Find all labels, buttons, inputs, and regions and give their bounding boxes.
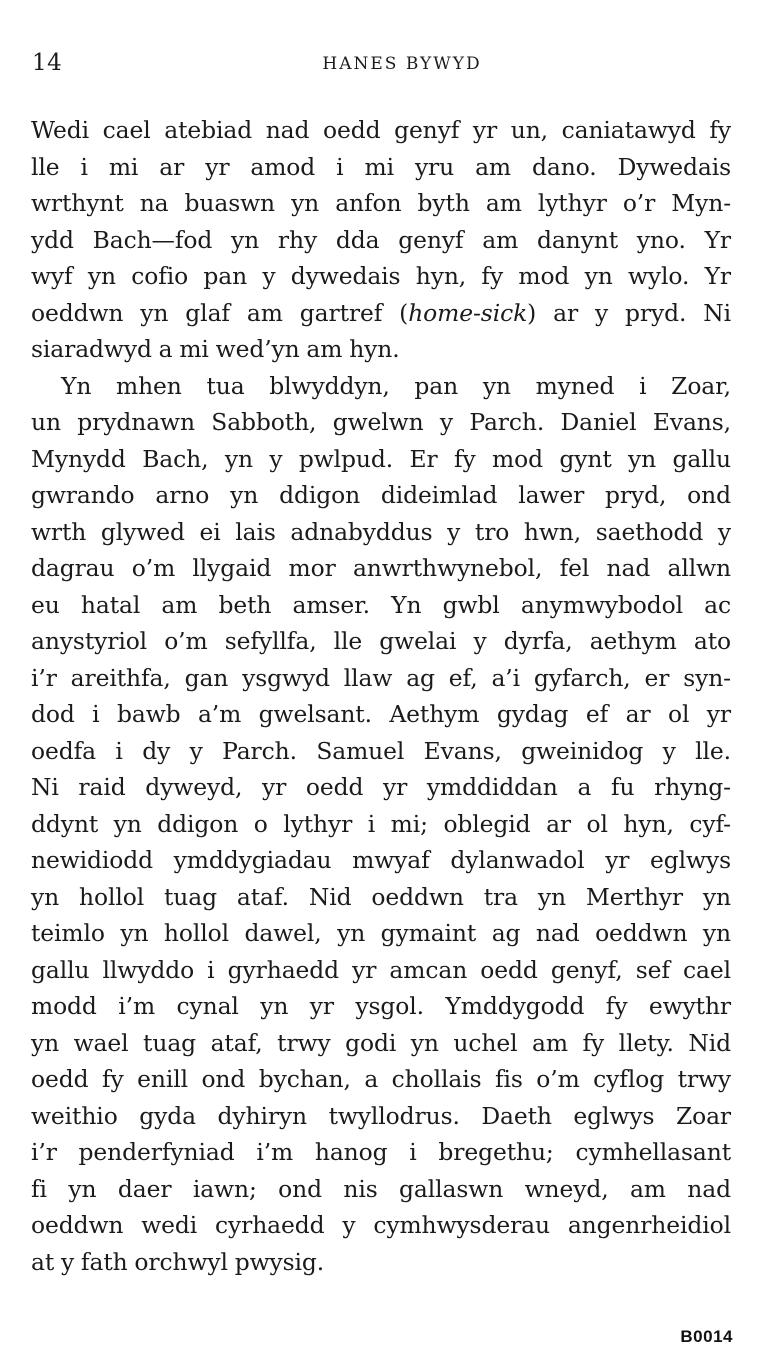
- body-text: [31, 112, 731, 1280]
- text-line: gallu llwyddo i gyrhaedd yr amcan oedd genyf, sef cael: [31, 955, 731, 984]
- text-line: yn hollol tuag ataf. Nid oeddwn tra yn Merthyr yn: [31, 882, 731, 911]
- text-line: lle i mi ar yr amod i mi yru am dano. Dywedais: [31, 152, 731, 181]
- text-segment: ) ar y pryd. Ni: [527, 298, 731, 327]
- text-line: oeddwn wedi cyrhaedd y cymhwysderau angenrheidiol: [31, 1211, 731, 1239]
- text-line: Wedi cael atebiad nad oedd genyf yr un, caniatawyd fy: [31, 116, 731, 144]
- text-segment: oeddwn yn glaf am gartref (: [31, 298, 409, 327]
- text-line: dod i bawb a’m gwelsant. Aethym gydag ef ar ol yr: [31, 700, 731, 728]
- text-line: teimlo yn hollol dawel, yn gymaint ag nad oeddwn yn: [31, 919, 731, 947]
- text-line: anystyriol o’m sefyllfa, lle gwelai y dyrfa, aethym ato: [31, 627, 731, 655]
- text-line: fi yn daer iawn; ond nis gallaswn wneyd, am nad: [31, 1174, 731, 1203]
- text-line: dagrau o’m llygaid mor anwrthwynebol, fel nad allwn: [31, 554, 731, 582]
- text-line: at y fath orchwyl pwysig.: [31, 1247, 325, 1276]
- italic-term: home-sick: [408, 298, 528, 327]
- text-line: wyf yn cofio pan y dywedais hyn, fy mod yn wylo. Yr: [31, 262, 731, 290]
- text-line: modd i’m cynal yn yr ysgol. Ymddygodd fy ewythr: [31, 992, 731, 1020]
- text-line: wrthynt na buaswn yn anfon byth am lythyr o’r Myn-: [31, 189, 731, 217]
- page-number: 14: [32, 50, 63, 76]
- text-line: i’r penderfyniad i’m hanog i bregethu; cymhellasant: [31, 1138, 731, 1166]
- text-line: Mynydd Bach, yn y pwlpud. Er fy mod gynt yn gallu: [31, 444, 731, 473]
- running-title: HANES BYWYD: [322, 54, 482, 74]
- text-line: oedd fy enill ond bychan, a chollais fis o’m cyflog trwy: [31, 1065, 731, 1093]
- text-line: gwrando arno yn ddigon dideimlad lawer pryd, ond: [31, 481, 731, 509]
- text-line: newidiodd ymddygiadau mwyaf dylanwadol yr eglwys: [31, 846, 731, 874]
- text-line: Ni raid dyweyd, yr oedd yr ymddiddan a fu rhyng-: [31, 773, 731, 801]
- text-line: un prydnawn Sabboth, gwelwn y Parch. Daniel Evans,: [31, 408, 731, 436]
- text-line: [31, 295, 731, 332]
- text-line: eu hatal am beth amser. Yn gwbl anymwybodol ac: [31, 590, 731, 619]
- text-line: ydd Bach—fod yn rhy dda genyf am danynt yno. Yr: [31, 225, 731, 254]
- reference-code: B0014: [680, 1327, 733, 1346]
- text-line: siaradwyd a mi wed’yn am hyn.: [31, 335, 400, 363]
- text-line: Yn mhen tua blwyddyn, pan yn myned i Zoar,: [61, 371, 731, 400]
- text-line: weithio gyda dyhiryn twyllodrus. Daeth eglwys Zoar: [31, 1101, 731, 1130]
- page-header: [32, 50, 732, 80]
- text-line: yn wael tuag ataf, trwy godi yn uchel am fy llety. Nid: [31, 1028, 731, 1057]
- text-line: i’r areithfa, gan ysgwyd llaw ag ef, a’i gyfarch, er syn-: [31, 663, 731, 692]
- text-line: wrth glywed ei lais adnabyddus y tro hwn, saethodd y: [31, 517, 731, 546]
- text-line: oedfa i dy y Parch. Samuel Evans, gweinidog y lle.: [31, 736, 731, 765]
- text-line: ddynt yn ddigon o lythyr i mi; oblegid ar ol hyn, cyf-: [31, 809, 731, 838]
